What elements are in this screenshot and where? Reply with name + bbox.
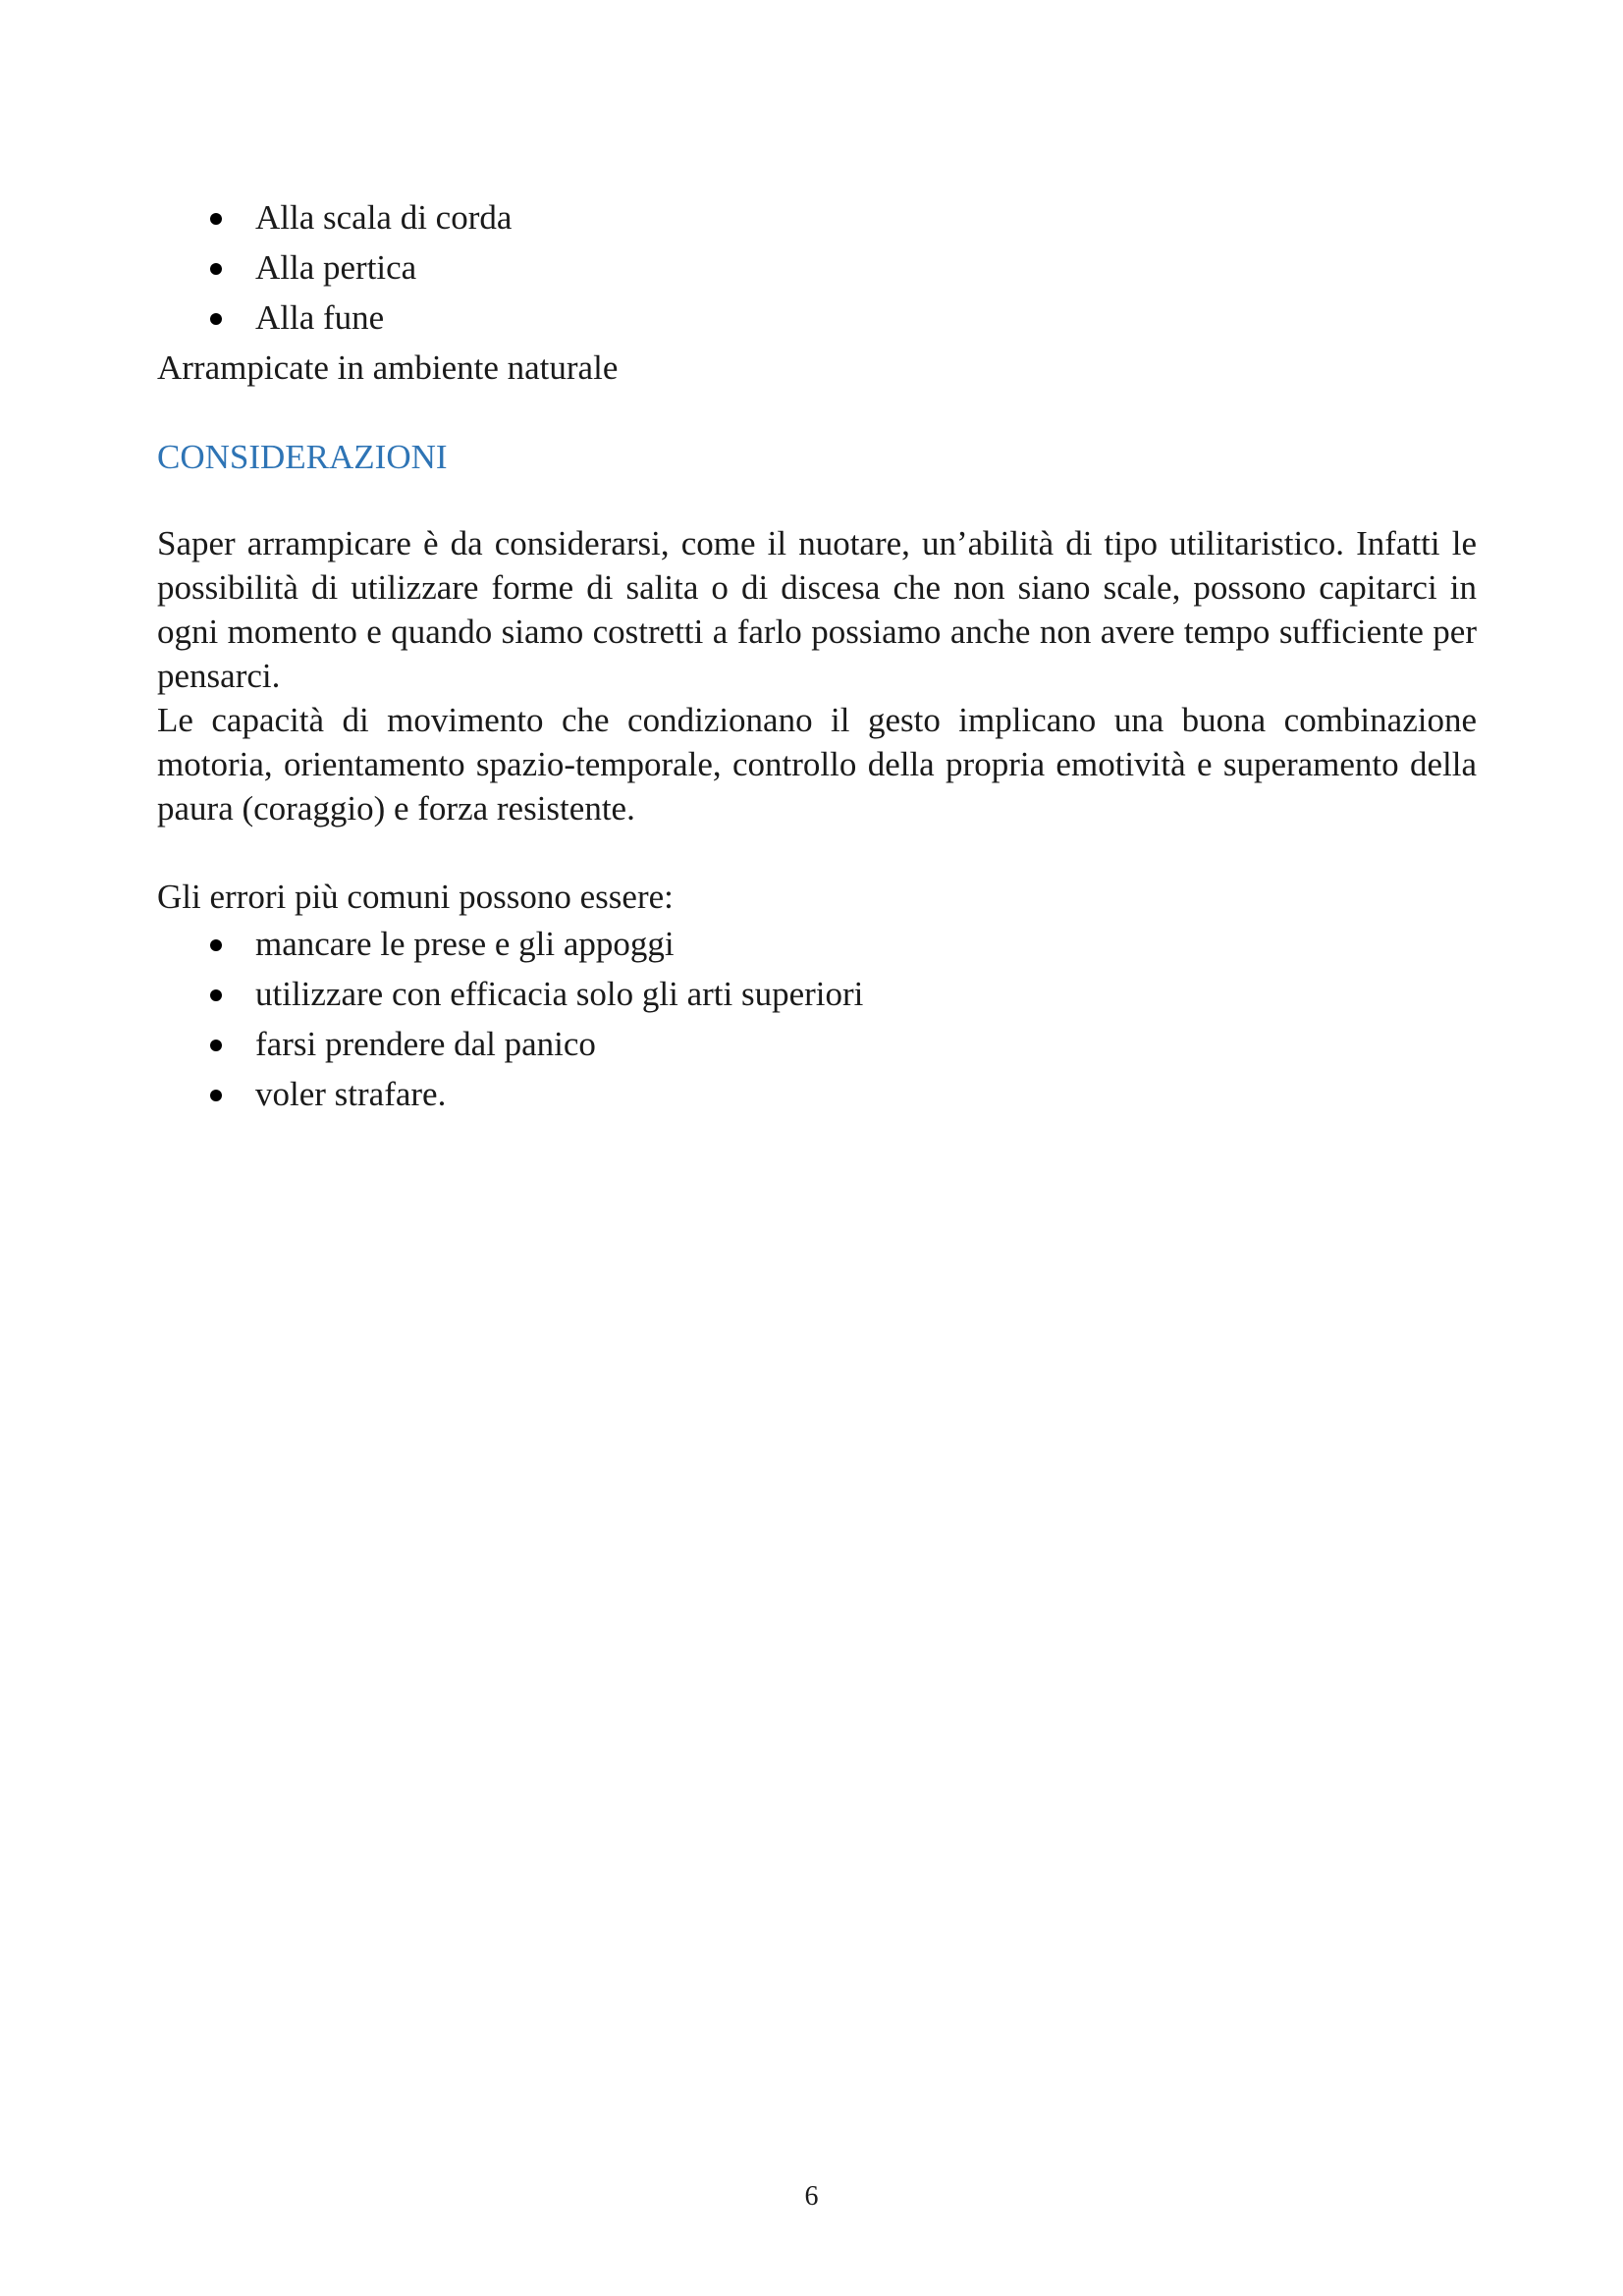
list-item [157,1019,1477,1069]
page-content [157,192,1477,1119]
apparatus-list [157,192,1477,343]
spacer [157,830,1477,875]
bullet-icon [210,1040,222,1051]
list-item [157,969,1477,1019]
list-item-text: voler strafare. [255,1075,447,1113]
bullet-icon [210,263,222,275]
list-item-text: mancare le prese e gli appoggi [255,925,675,963]
errors-list [157,919,1477,1119]
list-item [157,192,1477,242]
list-item-text: Alla fune [255,298,385,337]
list-item [157,293,1477,343]
paragraph-utility: Saper arrampicare è da considerarsi, come il nuotare, un’abilità di tipo utilitaristico. Infatti le possibilità di utilizzare forme di salita o di discesa che non siano scale, possono capitarci in ogni momento e quando siamo costretti a farlo possiamo anche non avere tempo sufficiente per pensarci. [157,524,1477,695]
list-item-text: utilizzare con efficacia solo gli arti superiori [255,975,864,1013]
errors-intro: Gli errori più comuni possono essere: [157,878,674,916]
bullet-icon [210,939,222,951]
natural-environment-line: Arrampicate in ambiente naturale [157,348,619,387]
list-item [157,1069,1477,1119]
list-item-text: farsi prendere dal panico [255,1025,596,1063]
paragraph-capacities: Le capacità di movimento che condizionano il gesto implicano una buona combinazione motoria, orientamento spazio-temporale, controllo della propria emotività e superamento della paura (coraggio) e forza resistente. [157,701,1477,828]
page-number: 6 [804,2181,819,2212]
bullet-icon [210,1090,222,1101]
section-heading: CONSIDERAZIONI [157,438,448,476]
list-item [157,919,1477,969]
bullet-icon [210,213,222,225]
list-item-text: Alla pertica [255,248,417,287]
list-item-text: Alla scala di corda [255,198,513,237]
list-item [157,242,1477,293]
bullet-icon [210,989,222,1001]
bullet-icon [210,313,222,325]
